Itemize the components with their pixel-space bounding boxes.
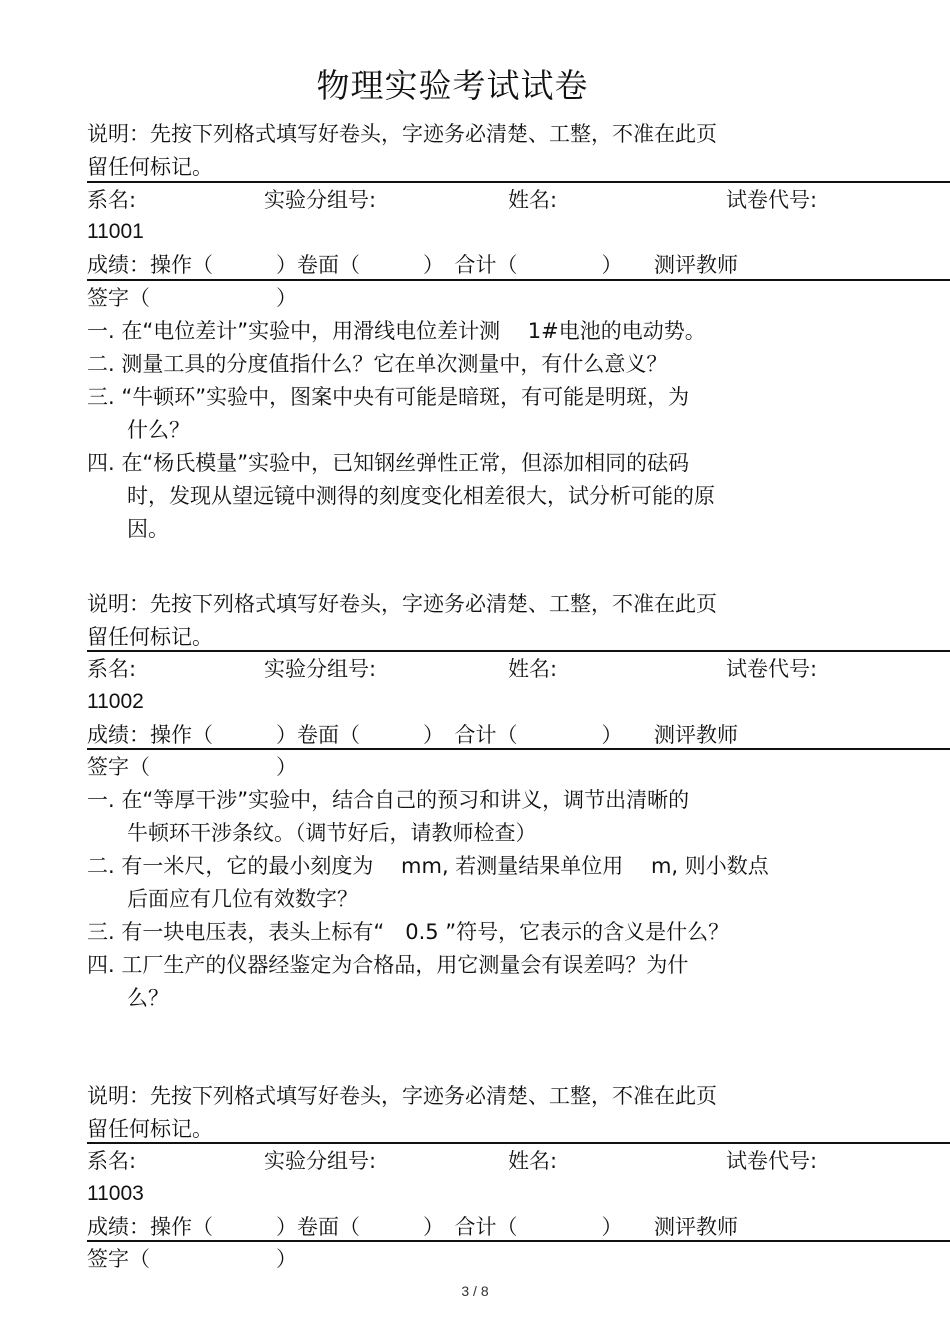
- instruction-line-2: 留任何标记。: [87, 155, 213, 179]
- page-title: 物理实验考试试卷: [316, 66, 589, 105]
- question-1: 一. 在“等厚干涉”实验中，结合自己的预习和讲义，调节出清晰的: [87, 788, 690, 812]
- question-4-cont: 因。: [127, 517, 169, 541]
- paper-code: 11002: [87, 690, 144, 713]
- score-line: 成绩：操作（ ）卷面（ ） 合计（ ） 测评教师: [87, 1215, 738, 1239]
- instruction-line-1: 说明：先按下列格式填写好卷头，字迹务必清楚、工整，不准在此页: [87, 1084, 717, 1108]
- group-label: 实验分组号:: [264, 1149, 377, 1173]
- signature-line: 签字（ ）: [87, 286, 297, 310]
- question-1-cont: 牛顿环干涉条纹。（调节好后，请教师检查）: [127, 821, 537, 845]
- divider: [87, 748, 950, 750]
- dept-label: 系名:: [87, 188, 137, 212]
- divider: [87, 279, 950, 281]
- question-4: 四. 工厂生产的仪器经鉴定为合格品，用它测量会有误差吗？为什: [87, 953, 689, 977]
- page-number: 3 / 8: [461, 1283, 489, 1299]
- dept-label: 系名:: [87, 657, 137, 681]
- instruction-line-2: 留任何标记。: [87, 625, 213, 649]
- signature-line: 签字（ ）: [87, 755, 297, 779]
- question-2: 二. 有一米尺，它的最小刻度为 mm, 若测量结果单位用 m, 则小数点: [87, 854, 769, 878]
- dept-label: 系名:: [87, 1149, 137, 1173]
- paper-code: 11001: [87, 220, 144, 243]
- question-3: 三. “牛顿环”实验中，图案中央有可能是暗斑，有可能是明斑，为: [87, 385, 690, 409]
- question-2-cont: 后面应有几位有效数字？: [127, 887, 358, 911]
- question-1: 一. 在“电位差计”实验中，用滑线电位差计测 1#电池的电动势。: [87, 319, 706, 343]
- paper-code: 11003: [87, 1182, 144, 1205]
- code-label: 试卷代号:: [726, 188, 818, 212]
- name-label: 姓名:: [508, 657, 558, 681]
- divider: [87, 1240, 950, 1242]
- instruction-line-2: 留任何标记。: [87, 1117, 213, 1141]
- group-label: 实验分组号:: [264, 657, 377, 681]
- question-3-cont: 什么？: [127, 418, 190, 442]
- group-label: 实验分组号:: [264, 188, 377, 212]
- score-line: 成绩：操作（ ）卷面（ ） 合计（ ） 测评教师: [87, 253, 738, 277]
- instruction-line-1: 说明：先按下列格式填写好卷头，字迹务必清楚、工整，不准在此页: [87, 122, 717, 146]
- question-2: 二. 测量工具的分度值指什么？它在单次测量中，有什么意义？: [87, 352, 668, 376]
- question-4: 四. 在“杨氏模量”实验中，已知钢丝弹性正常，但添加相同的砝码: [87, 451, 690, 475]
- divider: [87, 650, 950, 652]
- code-label: 试卷代号:: [726, 657, 818, 681]
- instruction-line-1: 说明：先按下列格式填写好卷头，字迹务必清楚、工整，不准在此页: [87, 592, 717, 616]
- name-label: 姓名:: [508, 188, 558, 212]
- question-4-cont: 时，发现从望远镜中测得的刻度变化相差很大，试分析可能的原: [127, 484, 715, 508]
- divider: [87, 181, 950, 183]
- question-4-cont: 么？: [127, 986, 169, 1010]
- name-label: 姓名:: [508, 1149, 558, 1173]
- signature-line: 签字（ ）: [87, 1247, 297, 1271]
- question-3: 三. 有一块电压表，表头上标有“ 0.5 ”符号，它表示的含义是什么？: [87, 920, 730, 944]
- score-line: 成绩：操作（ ）卷面（ ） 合计（ ） 测评教师: [87, 723, 738, 747]
- divider: [87, 1142, 950, 1144]
- code-label: 试卷代号:: [726, 1149, 818, 1173]
